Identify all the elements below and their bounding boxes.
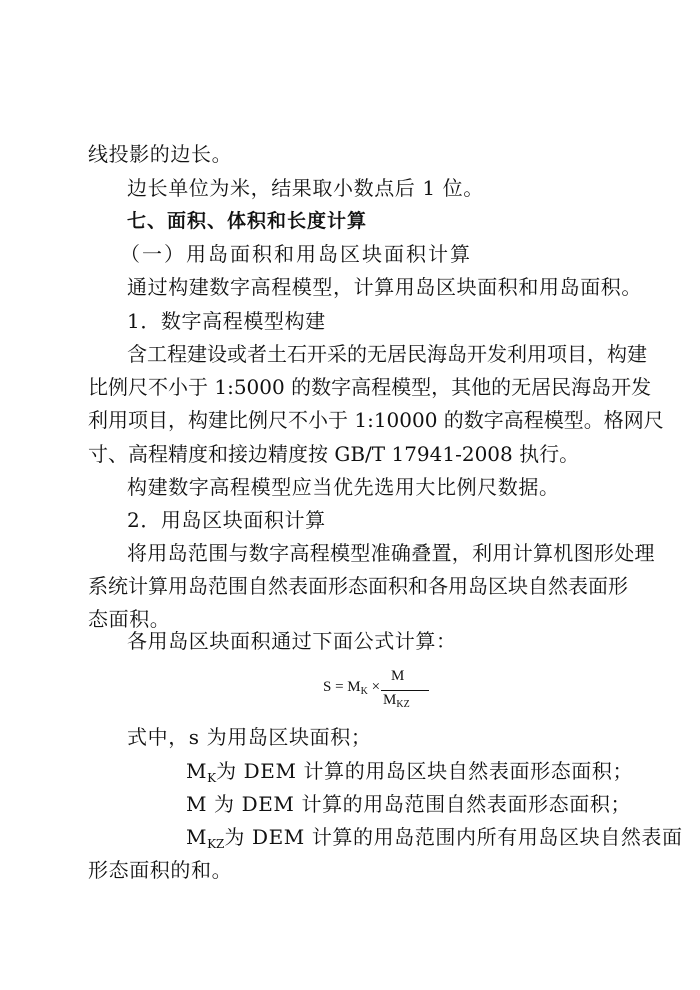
text-line: 线投影的边长。: [88, 142, 233, 166]
text-line: 构建数字高程模型应当优先选用大比例尺数据。: [127, 475, 560, 499]
text-line: 将用岛范围与数字高程模型准确叠置，利用计算机图形处理: [127, 541, 655, 565]
definition-mk: $M_K$为 DEM 计算的用岛区块自然表面形态面积；: [186, 759, 634, 785]
definition-mkz: $M_{KZ}$为 DEM 计算的用岛范围内所有用岛区块自然表面: [186, 825, 683, 851]
formula-numerator: M: [391, 668, 405, 684]
text-line: 通过构建数字高程模型，计算用岛区块面积和用岛面积。: [127, 275, 642, 299]
numbered-heading: 2．用岛区块面积计算: [127, 508, 326, 532]
area-formula: [323, 668, 443, 708]
formula-lhs: $S = M_K$ ×: [323, 679, 381, 697]
formula-denominator: $M_{KZ}$: [383, 692, 410, 710]
text-line: 含工程建设或者土石开采的无居民海岛开发利用项目，构建: [127, 342, 647, 366]
numbered-heading: 1．数字高程模型构建: [127, 309, 326, 333]
text-line: 利用项目，构建比例尺不小于 1:10000 的数字高程模型。格网尺: [88, 408, 664, 432]
text-line: 边长单位为米，结果取小数点后 1 位。: [127, 176, 484, 200]
text-line: 比例尺不小于 1:5000 的数字高程模型，其他的无居民海岛开发: [88, 375, 652, 399]
definition-m: M 为 DEM 计算的用岛范围自然表面形态面积；: [186, 792, 632, 816]
subsection-heading: （一）用岛面积和用岛区块面积计算: [120, 242, 472, 266]
text-line: 寸、高程精度和接边精度按 GB/T 17941-2008 执行。: [88, 442, 580, 466]
text-line: 各用岛区块面积通过下面公式计算：: [127, 629, 457, 653]
text-line: 态面积。: [88, 607, 171, 631]
text-line: 形态面积的和。: [88, 858, 233, 882]
section-heading: 七、面积、体积和长度计算: [127, 210, 368, 232]
text-line: 系统计算用岛范围自然表面形态面积和各用岛区块自然表面形: [88, 574, 628, 598]
text-line: 式中，s 为用岛区块面积；: [127, 725, 372, 749]
fraction-bar: [381, 690, 429, 691]
